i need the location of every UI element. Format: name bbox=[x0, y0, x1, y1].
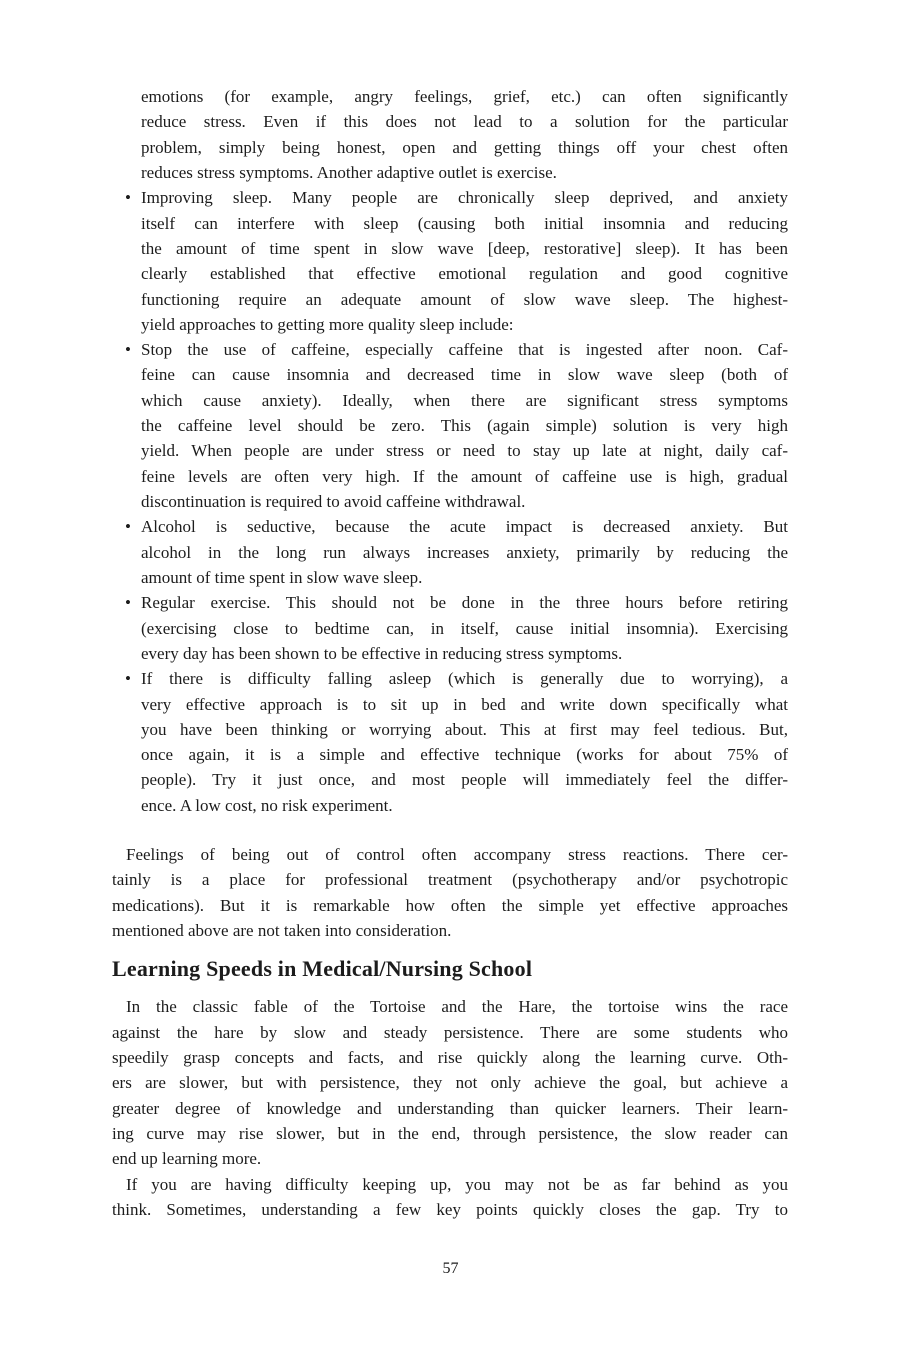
text-line: very effective approach is to sit up in bed and write down specifically what bbox=[141, 694, 788, 714]
text-line: ers are slower, but with persistence, they not only achieve the goal, but achieve a bbox=[112, 1073, 788, 1093]
text-line: amount of time spent in slow wave sleep. bbox=[141, 567, 423, 587]
paragraph-closing bbox=[112, 842, 788, 943]
text-line: tainly is a place for professional treatment (psychotherapy and/or psychotropic bbox=[112, 870, 788, 890]
text-line: ing curve may rise slower, but in the end, through persistence, the slow reader can bbox=[112, 1123, 788, 1143]
text-line: every day has been shown to be effective in reducing stress symptoms. bbox=[141, 643, 623, 663]
text-line: problem, simply being honest, open and getting things off your chest often bbox=[141, 137, 788, 157]
bullet-marker: • bbox=[125, 669, 131, 689]
text-line: clearly established that effective emotional regulation and good cognitive bbox=[141, 264, 788, 284]
text-line: which cause anxiety). Ideally, when there are significant stress symptoms bbox=[141, 390, 788, 410]
bullet-item-alcohol bbox=[112, 514, 788, 590]
paragraph-continuation bbox=[112, 84, 788, 185]
text-line: ence. A low cost, no risk experiment. bbox=[141, 795, 393, 815]
text-line: people). Try it just once, and most people will immediately feel the differ- bbox=[141, 770, 788, 790]
text-line: Stop the use of caffeine, especially caffeine that is ingested after noon. Caf- bbox=[141, 340, 788, 360]
text-line: greater degree of knowledge and understanding than quicker learners. Their learn- bbox=[112, 1098, 788, 1118]
text-line: functioning require an adequate amount of slow wave sleep. The highest- bbox=[141, 289, 788, 309]
bullet-marker: • bbox=[125, 593, 131, 613]
bullet-item-improving-sleep bbox=[112, 185, 788, 337]
bullet-marker: • bbox=[125, 340, 131, 360]
section-heading: Learning Speeds in Medical/Nursing School bbox=[112, 956, 533, 982]
page-number: 57 bbox=[442, 1260, 459, 1277]
text-line: Regular exercise. This should not be done in the three hours before retiring bbox=[141, 593, 788, 613]
bullet-item-caffeine bbox=[112, 337, 788, 514]
text-line: Improving sleep. Many people are chronically sleep deprived, and anxiety bbox=[141, 188, 788, 208]
text-line: Feelings of being out of control often accompany stress reactions. There cer- bbox=[126, 845, 788, 865]
text-line: yield approaches to getting more quality sleep include: bbox=[141, 314, 514, 334]
text-line: yield. When people are under stress or need to stay up late at night, daily caf- bbox=[141, 441, 788, 461]
text-line: feine can cause insomnia and decreased time in slow wave sleep (both of bbox=[141, 365, 788, 385]
text-line: (exercising close to bedtime can, in itself, cause initial insomnia). Exercising bbox=[141, 618, 788, 638]
text-line: alcohol in the long run always increases anxiety, primarily by reducing the bbox=[141, 542, 788, 562]
text-line: the caffeine level should be zero. This (again simple) solution is very high bbox=[141, 416, 788, 436]
text-line: Alcohol is seductive, because the acute impact is decreased anxiety. But bbox=[141, 517, 788, 537]
text-line: mentioned above are not taken into consideration. bbox=[112, 921, 452, 940]
text-line: feine levels are often very high. If the amount of caffeine use is high, gradual bbox=[141, 466, 788, 486]
text-line: emotions (for example, angry feelings, grief, etc.) can often significantly bbox=[141, 87, 788, 106]
text-line: If there is difficulty falling asleep (which is generally due to worrying), a bbox=[141, 669, 788, 689]
bullet-item-falling-asleep bbox=[112, 666, 788, 818]
paragraph-tortoise-hare bbox=[112, 994, 788, 1171]
text-line: In the classic fable of the Tortoise and the Hare, the tortoise wins the race bbox=[126, 997, 788, 1017]
text-line: once again, it is a simple and effective technique (works for about 75% of bbox=[141, 745, 788, 765]
text-line: reduce stress. Even if this does not lead to a solution for the particular bbox=[141, 112, 788, 132]
text-line: medications). But it is remarkable how often the simple yet effective approaches bbox=[112, 895, 788, 915]
page-content bbox=[112, 84, 788, 1222]
text-line: end up learning more. bbox=[112, 1149, 262, 1169]
bullet-marker: • bbox=[125, 188, 131, 208]
text-line: itself can interfere with sleep (causing both initial insomnia and reducing bbox=[141, 213, 788, 233]
text-line: If you are having difficulty keeping up, you may not be as far behind as you bbox=[126, 1174, 788, 1194]
text-line: against the hare by slow and steady persistence. There are some students who bbox=[112, 1022, 788, 1042]
text-line: speedily grasp concepts and facts, and rise quickly along the learning curve. Oth- bbox=[112, 1047, 788, 1067]
text-line: discontinuation is required to avoid caffeine withdrawal. bbox=[141, 492, 526, 511]
text-line: think. Sometimes, understanding a few key points quickly closes the gap. Try to bbox=[112, 1199, 788, 1219]
bullet-marker: • bbox=[125, 517, 131, 537]
paragraph-keeping-up bbox=[112, 1172, 788, 1223]
text-line: reduces stress symptoms. Another adaptive outlet is exercise. bbox=[141, 162, 557, 182]
bullet-item-exercise bbox=[112, 590, 788, 666]
text-line: the amount of time spent in slow wave [deep, restorative] sleep). It has been bbox=[141, 238, 788, 258]
text-line: you have been thinking or worrying about. This at first may feel tedious. But, bbox=[141, 719, 788, 739]
